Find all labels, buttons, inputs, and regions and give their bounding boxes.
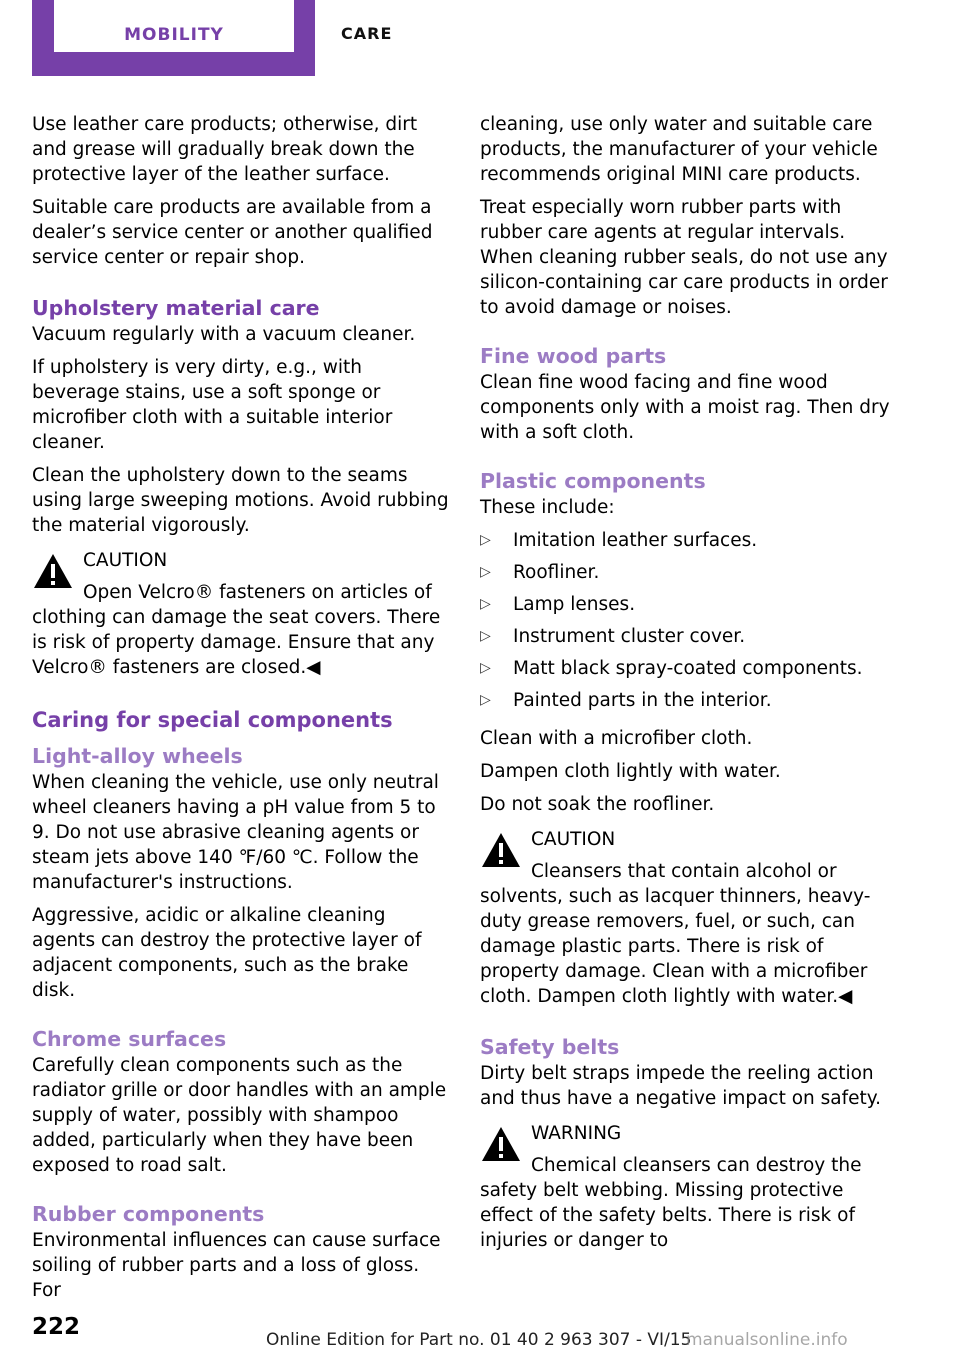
caution-title: CAUTION (531, 829, 616, 850)
list-item: ▷ Painted parts in the interior. (480, 690, 772, 711)
paragraph: Clean the upholstery down to the seams using large sweeping motions. Avoid rubbing the material vigorously. (32, 465, 449, 536)
heading-special-components: Caring for special components (32, 708, 393, 732)
paragraph: Treat especially worn rubber parts with rubber care agents at regular intervals. When cleaning rubber seals, do not use any silicon-containing car care products in order to avoid damage or noises. (480, 197, 888, 318)
right-column (480, 112, 900, 1261)
heading-plastic-components: Plastic components (480, 469, 706, 493)
page-number: 222 (32, 1314, 81, 1340)
paragraph: If upholstery is very dirty, e.g., with beverage stains, use a soft sponge or microfiber cloth with a suitable interior cleaner. (32, 357, 393, 453)
heading-rubber-components: Rubber components (32, 1202, 265, 1226)
watermark: manualsonline.info (686, 1330, 848, 1350)
warning-notice (480, 1121, 900, 1253)
warning-triangle-icon (32, 552, 74, 590)
heading-fine-wood-parts: Fine wood parts (480, 344, 667, 368)
bullet-triangle-icon: ▷ (480, 692, 491, 708)
heading-safety-belts: Safety belts (480, 1035, 620, 1059)
paragraph: cleaning, use only water and suitable care products, the manufacturer of your vehicle recommends original MINI care products. (480, 114, 878, 185)
section-tab-label-box (54, 0, 294, 52)
plastic-components-list (480, 528, 900, 720)
warning-body: Chemical cleansers can destroy the safety belt webbing. Missing protective effect of the safety belts. There is risk of injuries or danger to (480, 1155, 862, 1251)
paragraph: Use leather care products; otherwise, dirt and grease will gradually break down the protective layer of the leather surface. (32, 114, 418, 185)
chapter-title: CARE (341, 24, 393, 43)
paragraph: Vacuum regularly with a vacuum cleaner. (32, 324, 416, 345)
bullet-triangle-icon: ▷ (480, 564, 491, 580)
warning-triangle-icon (480, 1125, 522, 1163)
list-item: ▷ Lamp lenses. (480, 594, 636, 615)
paragraph: Aggressive, acidic or alkaline cleaning agents can destroy the protective layer of adjacent components, such as the brake disk. (32, 905, 422, 1001)
paragraph: Dirty belt straps impede the reeling action and thus have a negative impact on safety. (480, 1063, 881, 1109)
list-item: ▷ Instrument cluster cover. (480, 626, 746, 647)
section-tab-mobility (32, 0, 315, 76)
bullet-triangle-icon: ▷ (480, 596, 491, 612)
heading-light-alloy-wheels: Light-alloy wheels (32, 744, 243, 768)
warning-title: WARNING (531, 1123, 622, 1144)
warning-triangle-icon (480, 831, 522, 869)
edition-footer: Online Edition for Part no. 01 40 2 963 307 - VI/15 (266, 1330, 692, 1350)
caution-notice (480, 827, 900, 1009)
paragraph: These include: (480, 497, 615, 518)
paragraph: Clean fine wood facing and fine wood components only with a moist rag. Then dry with a soft cloth. (480, 372, 890, 443)
caution-body: Cleansers that contain alcohol or solvents, such as lacquer thinners, heavy-duty grease removers, fuel, or such, can damage plastic parts. There is risk of property damage. Clean with a microfiber cloth. Dampen cloth lightly with water.◀ (480, 861, 871, 1007)
bullet-triangle-icon: ▷ (480, 660, 491, 676)
paragraph: Do not soak the roofliner. (480, 794, 715, 815)
paragraph: Environmental influences can cause surface soiling of rubber parts and a loss of gloss. For (32, 1230, 441, 1301)
list-item: ▷ Roofliner. (480, 562, 600, 583)
heading-upholstery: Upholstery material care (32, 296, 320, 320)
caution-notice (32, 548, 452, 680)
section-tab-label: MOBILITY (124, 25, 224, 45)
caution-title: CAUTION (83, 550, 168, 571)
list-item: ▷ Imitation leather surfaces. (480, 530, 758, 551)
paragraph: When cleaning the vehicle, use only neutral wheel cleaners having a pH value from 5 to 9. Do not use abrasive cleaning agents or steam jets above 140 ℉/60 ℃. Follow the manufacturer's instructions. (32, 772, 439, 893)
left-column (32, 112, 452, 1311)
caution-body: Open Velcro® fasteners on articles of clothing can damage the seat covers. There is risk of property damage. Ensure that any Velcro® fasteners are closed.◀ (32, 582, 441, 678)
paragraph: Dampen cloth lightly with water. (480, 761, 781, 782)
bullet-triangle-icon: ▷ (480, 532, 491, 548)
paragraph: Suitable care products are available from a dealer’s service center or another qualified service center or repair shop. (32, 197, 433, 268)
list-item: ▷ Matt black spray-coated components. (480, 658, 863, 679)
heading-chrome-surfaces: Chrome surfaces (32, 1027, 227, 1051)
bullet-triangle-icon: ▷ (480, 628, 491, 644)
paragraph: Clean with a microfiber cloth. (480, 728, 753, 749)
paragraph: Carefully clean components such as the radiator grille or door handles with an ample supply of water, possibly with shampoo added, particularly when they have been exposed to road salt. (32, 1055, 447, 1176)
